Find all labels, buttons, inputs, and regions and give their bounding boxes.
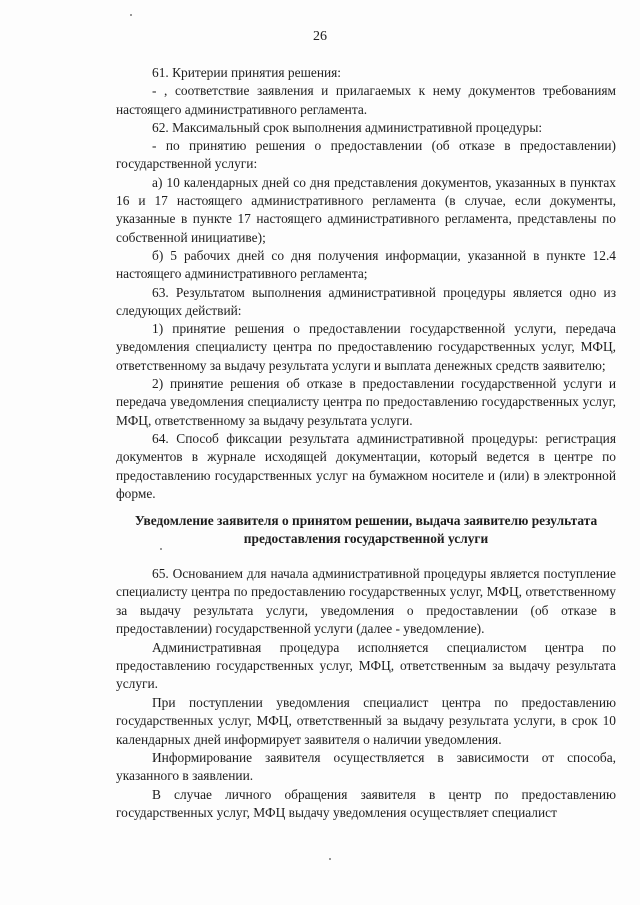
paragraph-65: 65. Основанием для начала административной процедуры является поступление специалисту центра по предоставлению государственных услуг, МФЦ, ответственному за выдачу результата услуги, уведомления о предоставлении (об отказе в предоставлении) государственной услуги (далее - уведомление). [116, 566, 616, 637]
paragraph-62-a: а) 10 календарных дней со дня представления документов, указанных в пунктах 16 и 17 настоящего административного регламента (в случае, если документы, указанные в пункте 17 настоящего административного регламента, представлены по собственной инициативе); [116, 174, 616, 245]
paragraph-personal-visit: В случае личного обращения заявителя в центр по предоставлению государственных услуг, МФЦ выдачу уведомления осуществляет специалист [116, 786, 616, 821]
section-heading: Уведомление заявителя о принятом решении, выдача заявителю результата предоставления государственной услуги [134, 513, 598, 546]
paragraph-notification: При поступлении уведомления специалист центра по предоставлению государственных услуг, МФЦ, ответственный за выдачу результата услуги, в срок 10 календарных дней информирует заявителя о наличии уведомления. [116, 694, 616, 747]
paragraph-informing: Информирование заявителя осуществляется в зависимости от способа, указанного в заявлении. [116, 750, 616, 784]
paragraph-64: 64. Способ фиксации результата административной процедуры: регистрация документов в журнале исходящей документации, который ведется в центре по предоставлению государственных услуг на бумажном носителе и (или) в электронной форме. [116, 430, 616, 501]
paragraph-62-title: 62. Максимальный срок выполнения административной процедуры: [152, 119, 543, 135]
document-body-lower [116, 565, 616, 823]
paragraph-63-item-1: 1) принятие решения о предоставлении государственной услуги, передача уведомления специалисту центра по предоставлению государственных услуг, МФЦ, ответственному за выдачу результата услуги и выплата денежных средств заявителю; [116, 321, 616, 373]
scan-speck [329, 858, 331, 860]
paragraph-62-intro: - по принятию решения о предоставлении (об отказе в предоставлении) государственной услуги: [116, 138, 616, 172]
paragraph-63-title: 63. Результатом выполнения административной процедуры является одно из следующих действий: [116, 284, 616, 318]
paragraph-62-b: б) 5 рабочих дней со дня получения информации, указанной в пункте 12.4 настоящего административного регламента; [116, 247, 616, 282]
paragraph-procedure: Административная процедура исполняется специалистом центра по предоставлению государственных услуг, МФЦ, ответственным за выдачу результата услуги. [116, 639, 616, 692]
paragraph-63-item-2: 2) принятие решения об отказе в предоставлении государственной услуги и передача уведомления специалисту центра по предоставлению государственных услуг, МФЦ, ответственному за выдачу результата услуги. [116, 376, 616, 428]
paragraph-61-title: 61. Критерии принятия решения: [152, 65, 342, 80]
page-number: 26 [313, 29, 327, 44]
scan-speck [160, 548, 162, 550]
scan-speck [130, 14, 132, 16]
document-body-upper [116, 64, 616, 503]
paragraph-61-text: - , соответствие заявления и прилагаемых к нему документов требованиям настоящего административного регламента. [116, 83, 616, 117]
